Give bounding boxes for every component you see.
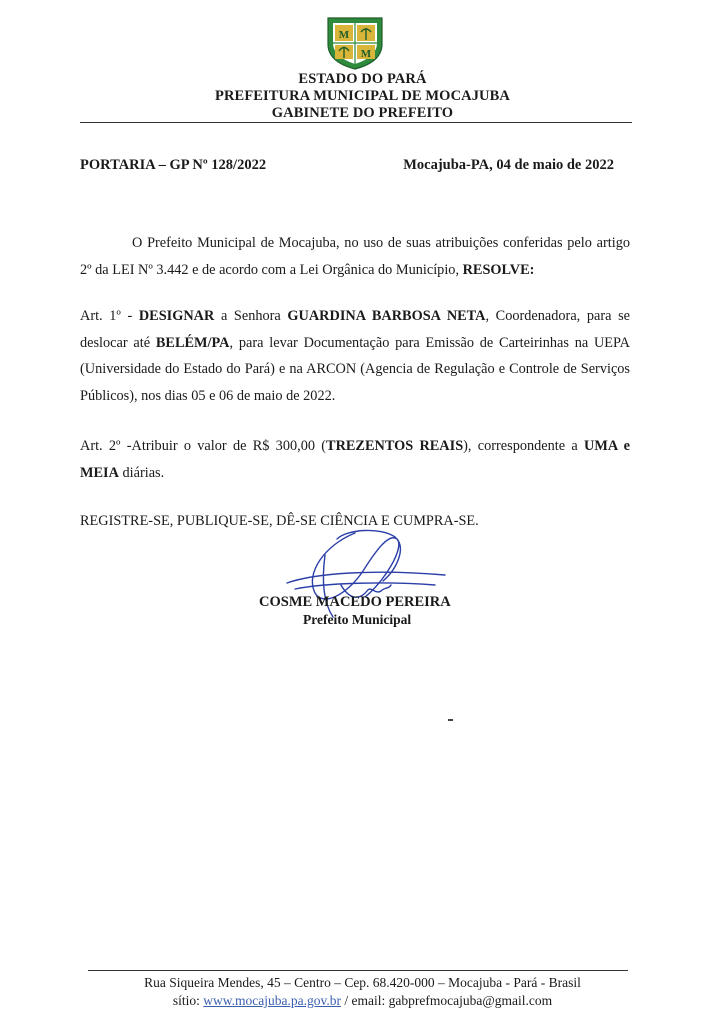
footer-email: / email: gabprefmocajuba@gmail.com <box>344 993 553 1008</box>
municipal-crest-logo <box>324 14 386 70</box>
footer-address: Rua Siqueira Mendes, 45 – Centro – Cep. 68.420-000 – Mocajuba - Pará - Brasil <box>144 975 581 990</box>
crest-letter-right: M <box>360 48 372 60</box>
article-1 <box>80 303 630 409</box>
header-gabinete: GABINETE DO PREFEITO <box>271 105 454 121</box>
intro-text: O Prefeito Municipal de Mocajuba, no uso de suas atribuições conferidas pelo artigo 2º da LEI Nº 3.442 e de acordo com a Lei Orgânica do Município, <box>80 235 630 278</box>
header-prefeitura: PREFEITURA MUNICIPAL DE MOCAJUBA <box>215 88 510 104</box>
header-state: ESTADO DO PARÁ <box>298 71 427 87</box>
art1-prefix: Art. 1º - <box>80 308 133 324</box>
footer-contact <box>0 992 725 1010</box>
signatory-role: Prefeito Municipal <box>303 612 412 627</box>
art2-text-3: diárias. <box>122 464 165 481</box>
header-divider <box>80 122 632 123</box>
art1-text-2: , Coordenadora, para se deslocar até <box>80 308 630 351</box>
designee-name: GUARDINA BARBOSA NETA <box>287 308 486 324</box>
art1-verb: DESIGNAR <box>138 308 215 324</box>
website-link[interactable]: www.mocajuba.pa.gov.br <box>203 993 341 1008</box>
per-diem-quantity: UMA e MEIA <box>80 438 630 481</box>
art1-text-1: a Senhora <box>220 308 281 324</box>
resolve-label: RESOLVE: <box>462 261 535 278</box>
signatory-name: COSME MACEDO PEREIRA <box>259 594 451 610</box>
art2-text-2: ), correspondente a <box>463 438 578 454</box>
destination: BELÉM/PA <box>155 334 230 351</box>
amount-words: TREZENTOS REAIS <box>326 438 464 454</box>
article-2 <box>80 433 630 486</box>
intro-paragraph <box>80 230 630 283</box>
closing-formula: REGISTRE-SE, PUBLIQUE-SE, DÊ-SE CIÊNCIA E CUMPRA-SE. <box>80 513 479 529</box>
footer-site-label: sítio: <box>172 993 200 1008</box>
footer-divider <box>88 970 628 971</box>
art2-text-1: Art. 2º -Atribuir o valor de R$ 300,00 ( <box>80 438 327 454</box>
crest-letter-left: M <box>338 29 350 41</box>
portaria-number: PORTARIA – GP Nº 128/2022 <box>80 157 267 173</box>
art1-text-3: , para levar Documentação para Emissão de Carteirinhas na UEPA (Universidade do Estado do Pará) e na ARCON (Agencia de Regulação e Controle de Serviços Públicos), nos dias 05 e 06 de maio de 2022. <box>80 334 631 404</box>
scan-speck <box>448 719 453 721</box>
document-date: Mocajuba-PA, 04 de maio de 2022 <box>403 157 614 173</box>
